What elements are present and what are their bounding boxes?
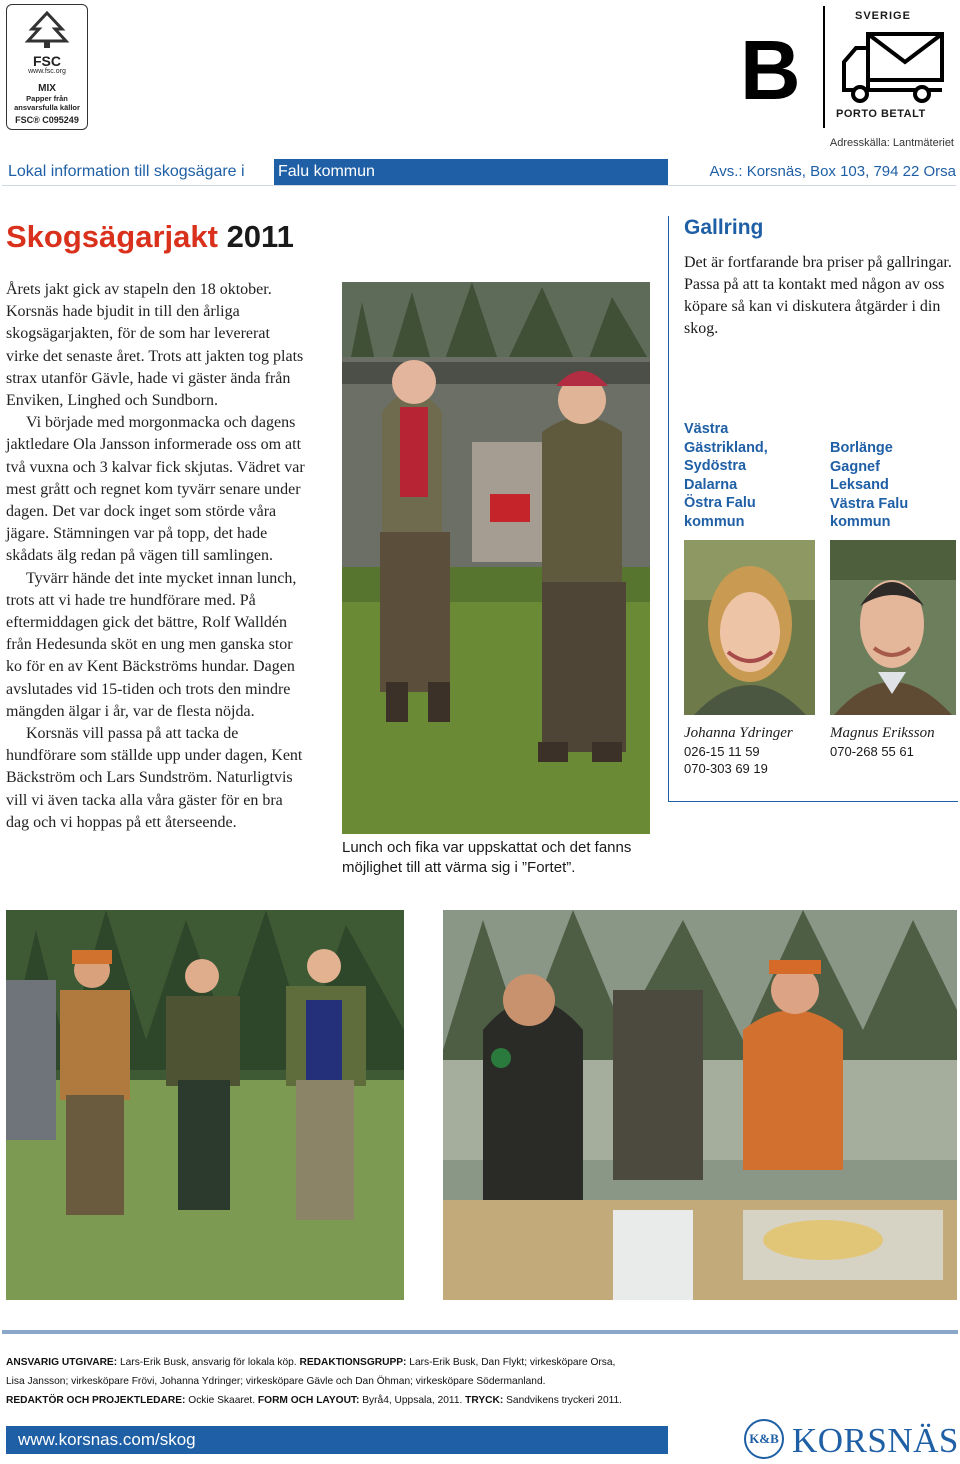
header-area: Falu kommun <box>278 163 375 180</box>
area-line: Sydöstra <box>684 458 747 474</box>
fsc-code: FSC® C095249 <box>15 115 79 125</box>
article-paragraph: Årets jakt gick av stapeln den 18 oktober. Korsnäs hade bjudit in till den årliga skogsägarjakten, för de som har levererat virke det senaste året. Trots att jakten tog plats strax utanför Gävle, hade vi gäster ända från Enviken, Linghed och Sundborn. <box>6 281 304 410</box>
photo-caption: Lunch och fika var uppskattat och det fanns möjlighet till att värma sig i ”Fortet”. <box>342 839 632 876</box>
postage-letter: B <box>740 23 801 117</box>
area-line: Leksand <box>830 477 889 493</box>
address-source: Adresskälla: Lantmäteriet <box>829 137 954 149</box>
contact-phone: 070-303 69 19 <box>684 761 768 776</box>
website-bar <box>6 1426 668 1454</box>
postage-bottom-text: PORTO BETALT <box>836 108 926 120</box>
credit-key: FORM OCH LAYOUT: <box>257 1395 360 1406</box>
fsc-brand: FSC <box>33 53 61 69</box>
photo-three-hunters <box>6 910 404 1300</box>
credits-line-2: Lisa Jansson; virkesköpare Frövi, Johanna Ydringer; virkesköpare Gävle och Dan Öhman; virkesköpare Södermanland. <box>6 1376 546 1387</box>
credit-key: TRYCK: <box>465 1395 504 1406</box>
photo-lunch-shelter <box>342 282 650 834</box>
credit-value: Byrå4, Uppsala, 2011. <box>362 1395 463 1406</box>
area-line: kommun <box>830 514 891 530</box>
credit-value: Sandvikens tryckeri 2011. <box>506 1395 623 1406</box>
korsnas-logo <box>744 1419 959 1461</box>
article-paragraph: Vi började med morgonmacka och dagens jaktledare Ola Jansson informerade oss om att två vuxna och 3 kalvar fick skjutas. Vädret var mest grått och regnet kom tyvärr senare under dagen. Det var dock inget som störde våra jägare. Stämningen var på topp, det hade skådats älg redan på vägen till samlingen. <box>6 414 305 565</box>
credit-value: Ockie Skaaret. <box>188 1395 256 1406</box>
credit-value: Lars-Erik Busk, Dan Flykt; virkesköpare Orsa, <box>409 1357 616 1368</box>
area-line: Västra Falu <box>830 495 909 512</box>
area-line: kommun <box>684 513 745 530</box>
credit-key: ANSVARIG UTGIVARE: <box>6 1357 118 1368</box>
contact-phone: 070-268 55 61 <box>830 744 914 759</box>
gallring-title: Gallring <box>684 216 764 239</box>
contact-name: Johanna Ydringer <box>684 725 793 741</box>
credits-line-3 <box>6 1391 956 1410</box>
header-label: Lokal information till skogsägare i <box>8 163 245 180</box>
credit-value: Lars-Erik Busk, ansvarig för lokala köp. <box>119 1357 297 1368</box>
contact-areas-1 <box>684 420 824 531</box>
header-rule <box>2 185 956 186</box>
postage-top-text: SVERIGE <box>855 10 911 22</box>
credit-key: REDAKTIONSGRUPP: <box>299 1357 407 1368</box>
website-link[interactable]: www.korsnas.com/skog <box>18 1430 196 1449</box>
header-bar <box>2 159 668 185</box>
fsc-desc-2: ansvarsfulla källor <box>14 103 80 112</box>
contact-name: Magnus Eriksson <box>830 725 935 741</box>
mail-truck-icon <box>840 28 950 104</box>
area-line: Dalarna <box>684 476 738 493</box>
fsc-mix: MIX <box>38 83 56 94</box>
fsc-url: www.fsc.org <box>28 68 66 75</box>
area-line: Gagnef <box>830 458 880 475</box>
sender-text: Avs.: Korsnäs, Box 103, 794 22 Orsa <box>709 163 956 180</box>
korsnas-wordmark: KORSNÄS <box>792 1421 959 1460</box>
fsc-tree-icon <box>22 11 72 49</box>
footer-rule <box>2 1330 958 1334</box>
postage-mark <box>740 2 955 130</box>
article-headline <box>6 219 294 255</box>
fsc-desc-1: Papper från <box>26 94 68 103</box>
credits-line-1 <box>6 1353 956 1372</box>
photo-magnus <box>830 540 956 715</box>
sender-address <box>676 159 956 185</box>
fsc-logo <box>6 4 88 130</box>
area-line: Borlänge <box>830 440 893 456</box>
article-body <box>6 279 306 834</box>
gallring-text: Det är fortfarande bra priser på gallringar. Passa på att ta kontakt med någon av oss köpare så kan vi diskutera åtgärder i din skog. <box>684 254 952 337</box>
area-line: Östra Falu <box>684 495 756 511</box>
article-paragraph: Tyvärr hände det inte mycket innan lunch, trots att vi hade tre hundförare med. På eftermiddagen gick det bättre, Rolf Walldén från Hedesunda sköt en ung men ganska stor ko för en av Kent Bäckströms hundar. Dagen avslutades vid 15-tiden och trots den mindre mängden älgar i år, var de flesta nöjda. <box>6 569 297 720</box>
contact-phone: 026-15 11 59 <box>684 744 760 759</box>
area-line: Västra <box>684 421 729 437</box>
article-paragraph: Korsnäs vill passa på att tacka de hundförare som ställde upp under dagen, Kent Bäckström och Lars Sundström. Naturligtvis vill vi även tacka alla våra gäster för en bra dag och vi hoppas på ett återseende. <box>6 725 303 831</box>
korsnas-seal-icon: K&B <box>744 1419 784 1459</box>
photo-johanna <box>684 540 815 715</box>
area-line: Gästrikland, <box>684 439 768 456</box>
contact-areas-2 <box>830 439 960 532</box>
article-year: 2011 <box>226 219 294 254</box>
photo-lunch-buffet <box>443 910 957 1300</box>
credit-key: REDAKTÖR OCH PROJEKTLEDARE: <box>6 1395 186 1406</box>
credits <box>6 1353 956 1410</box>
article-title: Skogsägarjakt <box>6 219 218 254</box>
